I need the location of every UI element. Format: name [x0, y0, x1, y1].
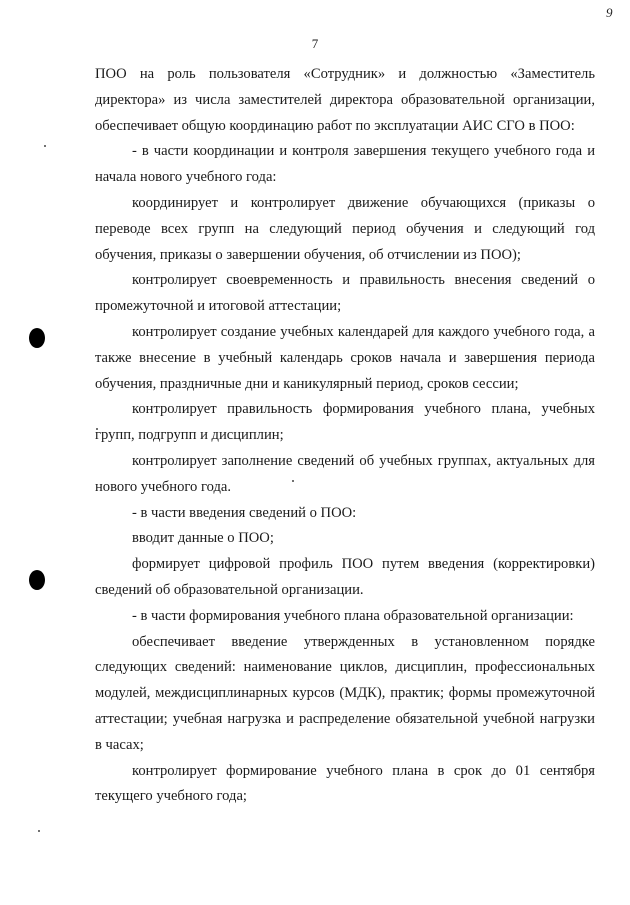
page-corner-mark: 9	[606, 5, 613, 20]
paragraph-item: формирует цифровой профиль ПОО путем введения (корректировки) сведений об образовательной организации.	[95, 556, 595, 598]
paragraph-item: контролирует создание учебных календарей для каждого учебного года, а также внесение в учебный календарь сроков начала и завершения периода обучения, праздничные дни и каникулярный период, сроков сессии;	[95, 323, 595, 392]
paragraph-section-heading: - в части введения сведений о ПОО:	[132, 504, 357, 521]
page-number: 7	[311, 36, 319, 51]
scan-speck	[38, 830, 40, 832]
paragraph-item: контролирует формирование учебного плана в срок до 01 сентября текущего учебного года;	[95, 762, 595, 805]
paragraph-item: контролирует правильность формирования учебного плана, учебных групп, подгрупп и дисциплин;	[95, 401, 595, 444]
paragraph-item: контролирует заполнение сведений об учебных группах, актуальных для нового учебного года.	[95, 452, 595, 495]
scan-speck	[44, 145, 46, 147]
paragraph-item: координирует и контролирует движение обучающихся (приказы о переводе всех групп на следующий период обучения и следующий год обучения, приказы о завершении обучения, об отчислении из ПОО);	[95, 194, 595, 263]
paragraph-item: вводит данные о ПОО;	[132, 530, 274, 547]
document-body	[95, 62, 595, 810]
binder-hole-top	[29, 328, 45, 348]
paragraph-section-heading: - в части координации и контроля завершения текущего учебного года и начала нового учебного года:	[95, 143, 595, 186]
binder-hole-bottom	[29, 570, 45, 590]
paragraph-section-heading: - в части формирования учебного плана образовательной организации:	[132, 607, 574, 624]
paragraph-item: обеспечивает введение утвержденных в установленном порядке следующих сведений: наименование циклов, дисциплин, профессиональных модулей, междисциплинарных курсов (МДК), практик; формы промежуточной аттестации; учебная нагрузка и распределение обязательной учебной нагрузки в часах;	[95, 633, 595, 753]
paragraph-intro: ПОО на роль пользователя «Сотрудник» и должностью «Заместитель директора» из числа заместителей директора образовательной организации, обеспечивает общую координацию работ по эксплуатации АИС СГО в ПОО:	[95, 66, 595, 134]
paragraph-item: контролирует своевременность и правильность внесения сведений о промежуточной и итоговой аттестации;	[95, 272, 595, 315]
